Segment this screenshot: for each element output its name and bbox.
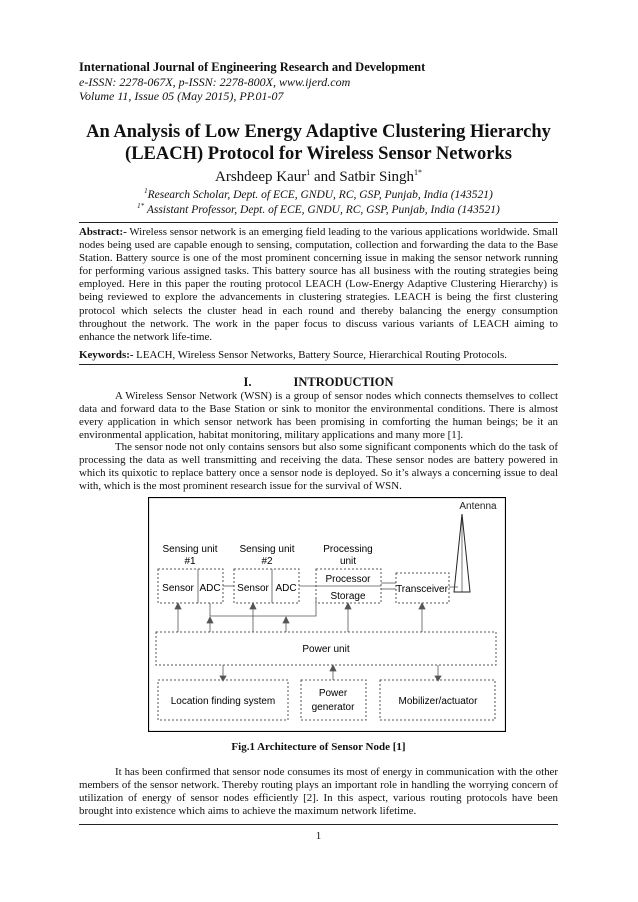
sensing-unit-2-number: #2: [261, 556, 273, 567]
author-2-mark: 1*: [413, 168, 422, 177]
affiliation-2-mark: 1*: [137, 202, 145, 210]
post-figure-paragraph: It has been confirmed that sensor node consumes its most of energy in communication with the other members of the sensor network. Thereby routing plays an important role in handling the worrying concern of utilization of energy of sensor nodes efficiently [2]. In this aspect, various routing protocols have been brought into existence which aims to achieve the maximum network lifetime.: [79, 766, 558, 818]
processing-unit-label-2: unit: [339, 556, 357, 567]
adc-2: ADC: [275, 583, 297, 594]
keywords-text: LEACH, Wireless Sensor Networks, Battery Source, Hierarchical Routing Protocols.: [133, 349, 507, 361]
power-unit-label: Power unit: [302, 644, 350, 655]
sensor-2: Sensor: [237, 583, 269, 594]
sensor-1: Sensor: [162, 583, 194, 594]
section-heading: [79, 375, 558, 390]
power-generator-label: Power: [318, 688, 348, 699]
processing-unit-label: Processing: [323, 544, 373, 555]
section-number: I.: [243, 375, 252, 389]
authors: [79, 168, 558, 186]
journal-volume: Volume 11, Issue 05 (May 2015), PP.01-07: [79, 89, 284, 103]
affiliation-1-mark: 1: [144, 187, 148, 195]
footer-divider: [79, 824, 558, 825]
abstract-label: Abstract:-: [79, 226, 127, 238]
keywords-label: Keywords:-: [79, 349, 134, 361]
transceiver-label: Transceiver: [396, 584, 448, 595]
sensing-unit-1-number: #1: [184, 556, 196, 567]
intro-paragraph-2: The sensor node not only contains sensors but also some significant components which do the task of processing the data as well transmitting and receiving the data. These sensor nodes are battery powered in which its quixotic to replace battery once a sensor node is deployed. So it’s always a concerning issue to deal with, which is the most prominent research issue for the survival of WSN.: [79, 441, 558, 493]
paper-title: [79, 121, 558, 165]
adc-1: ADC: [199, 583, 221, 594]
processor-label: Processor: [325, 574, 371, 585]
header-divider: [79, 222, 558, 223]
affiliation-2-text: Assistant Professor, Dept. of ECE, GNDU, RC, GSP, Punjab, India (143521): [146, 203, 500, 216]
author-2: and Satbir Singh: [310, 169, 414, 185]
affiliation-2: [79, 202, 558, 216]
author-1-mark: 1: [306, 168, 311, 177]
intro-paragraph-1: A Wireless Sensor Network (WSN) is a group of sensor nodes which connects themselves to collect data and forward data to the Base Station or sink to monitor the environmental conditions. There is almost every application in which sensor network has been promising in comforting the human beings; be it an environmental application, habitat monitoring, military applications and many more [1].: [79, 390, 558, 442]
location-finding-label: Location finding system: [170, 696, 276, 707]
mobilizer-label: Mobilizer/actuator: [398, 696, 478, 707]
page-number: 1: [315, 830, 322, 842]
keywords-divider: [79, 364, 558, 365]
affiliation-1: [79, 187, 558, 201]
abstract: [79, 226, 558, 344]
section-title: INTRODUCTION: [293, 375, 394, 389]
title-line-1: An Analysis of Low Energy Adaptive Clustering Hierarchy: [86, 122, 551, 142]
affiliation-1-text: Research Scholar, Dept. of ECE, GNDU, RC, GSP, Punjab, India (143521): [147, 188, 493, 201]
author-1: Arshdeep Kaur: [215, 169, 307, 185]
sensing-unit-2-label: Sensing unit: [239, 544, 295, 555]
antenna-label: Antenna: [459, 501, 497, 512]
power-generator-label-2: generator: [311, 702, 355, 713]
sensing-unit-1-label: Sensing unit: [162, 544, 218, 555]
abstract-text: Wireless sensor network is an emerging field leading to the various applications worldwide. Small nodes being used are capable enough to sensing, computation, collection and forwarding the data to the Base Station. Battery source is one of the most prominent concerning issue in making the sensor network running for performing various assigned tasks. This battery source has all business with the routing strategies being employed. Here in this paper the routing protocol LEACH (Low-Energy Adaptive Clustering Hierarchy) is being reviewed to explore the advancements in clustering strategies. LEACH is being the first clustering protocol which selects the cluster head in each round and thereby balancing the energy consumption throughout the network. The work in the paper focus to discuss various variants of LEACH aiming to enhance the network life-time.: [79, 226, 558, 343]
keywords: [79, 349, 558, 362]
storage-label: Storage: [330, 591, 366, 602]
sensor-node-architecture-figure: [148, 497, 506, 732]
journal-name: International Journal of Engineering Research and Development: [79, 60, 426, 74]
title-line-2: (LEACH) Protocol for Wireless Sensor Networks: [125, 144, 512, 164]
figure-caption: Fig.1 Architecture of Sensor Node [1]: [231, 741, 406, 753]
journal-issn: e-ISSN: 2278-067X, p-ISSN: 2278-800X, www.ijerd.com: [79, 75, 351, 89]
